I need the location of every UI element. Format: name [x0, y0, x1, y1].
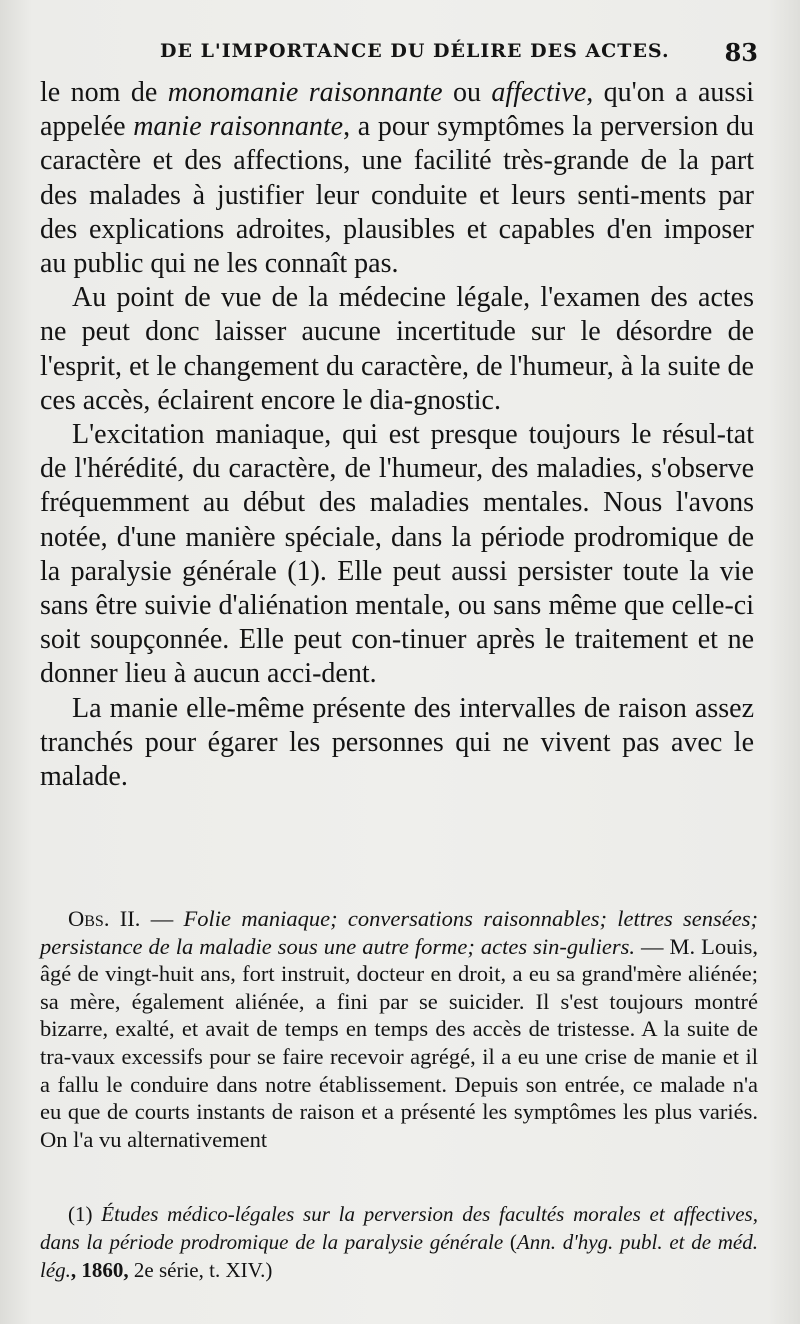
p1-text-g: , a pour symptômes la perversion du caractère et des affections, une facilité très-grande de la part des malades à justifier leur conduite et leurs senti-ments par des explications adroites, plausibles et capables d'en imposer au public qui ne les connaît pas.	[40, 111, 754, 280]
footnote-journal: Ann. d'hyg. publ. et de méd. lég.	[40, 1230, 759, 1282]
footnote-marker: (1)	[68, 1202, 102, 1226]
p1-italic-f: manie raisonnante	[133, 111, 344, 143]
running-head: DE L'IMPORTANCE DU DÉLIRE DES ACTES.	[160, 40, 670, 62]
footnote	[40, 1200, 758, 1284]
p1-text-e: , qu'on a aussi appelée	[40, 77, 754, 143]
footnote-paragraph	[40, 1200, 758, 1284]
footnote-year: , 1860,	[70, 1258, 134, 1282]
paragraph-3: L'excitation maniaque, qui est presque toujours le résul-tat de l'hérédité, du caractère, de l'humeur, des maladies, s'observe fréquemment au début des maladies mentales. Nous l'avons notée, d'une manière spéciale, dans la période prodromique de la paralysie générale (1). Elle peut aussi persister toute la vie sans être suivie d'aliénation mentale, ou sans même que celle-ci soit soupçonnée. Elle peut con-tinuer après le traitement et ne donner lieu à aucun acci-dent.	[40, 419, 754, 690]
p1-text-a: le nom de	[40, 77, 168, 108]
paragraph-4: La manie elle-même présente des intervalles de raison assez tranchés pour égarer les personnes qui ne vivent pas avec le malade.	[40, 692, 754, 793]
observation-text: — M. Louis, âgé de vingt-huit ans, fort instruit, docteur en droit, a eu sa grand'mère aliénée; sa mère, également aliénée, a fini par se suicider. Il s'est toujours montré bizarre, exalté, et avait de temps en temps des accès de tristesse. A la suite de tra-vaux excessifs pour se faire recevoir agrégé, il a eu une crise de manie et il a fallu le conduire dans notre établissement. Depuis son entrée, ce malade n'a eu que de courts instants de raison et a présenté les symptômes les plus variés. On l'a vu alternativement	[40, 933, 758, 1152]
footnote-source-open: (	[503, 1230, 517, 1254]
paragraph-1	[40, 76, 754, 281]
observation-title: Folie maniaque; conversations raisonnables; lettres sensées; persistance de la maladie sous une autre forme; actes sin-guliers.	[40, 906, 758, 959]
p1-text-c: ou	[442, 77, 492, 108]
observation-label: Obs. II.	[68, 906, 141, 931]
observation-paragraph	[40, 905, 758, 1153]
footnote-series: 2e série, t. XIV.)	[133, 1258, 273, 1282]
observation-block	[40, 905, 758, 1153]
p1-italic-d: affective	[491, 77, 587, 108]
page-number: 83	[724, 38, 758, 67]
paragraph-2: Au point de vue de la médecine légale, l'examen des actes ne peut donc laisser aucune incertitude sur le désordre de l'esprit, et le changement du caractère, de l'humeur, à la suite de ces accès, éclairent encore le dia-gnostic.	[40, 282, 754, 416]
observation-dash: —	[140, 906, 184, 931]
footnote-title: Études médico-légales sur la perversion des facultés morales et affectives, dans la période prodromique de la paralysie générale	[40, 1202, 758, 1254]
page-header	[0, 38, 800, 68]
p1-italic-b: monomanie raisonnante	[167, 77, 443, 108]
main-text	[40, 76, 754, 794]
